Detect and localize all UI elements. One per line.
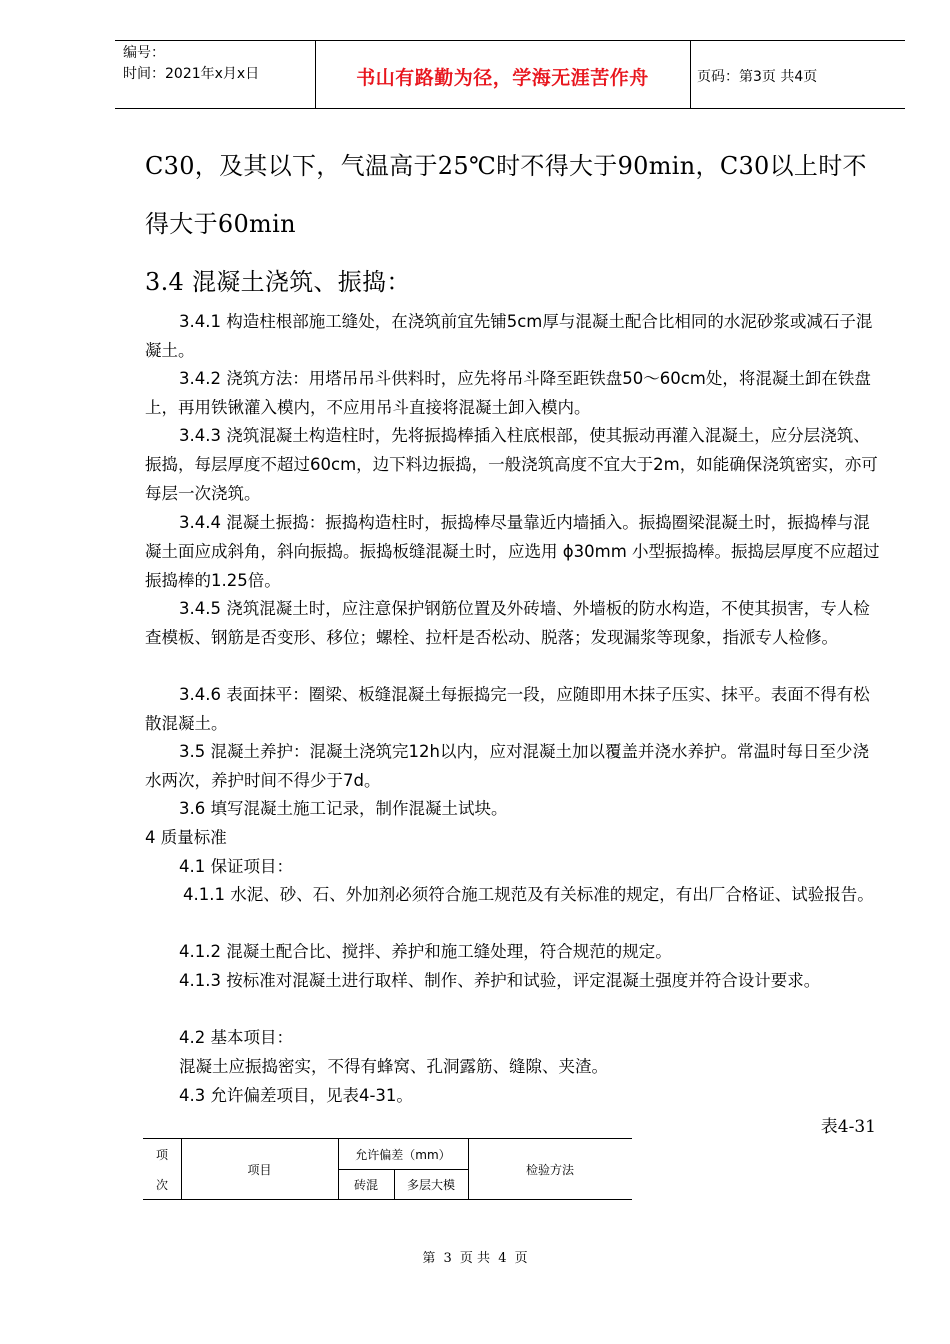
paragraph: 3.4.5 浇筑混凝土时，应注意保护钢筋位置及外砖墙、外墙板的防水构造，不使其损害，专人检查模板、钢筋是否变形、移位；螺栓、拉杆是否松动、脱落；发现漏浆等现象，指派专人检修。 — [145, 599, 870, 647]
table-header-tolerance: 允许偏差（mm） — [355, 1148, 451, 1162]
paragraph: 3.6 填写混凝土施工记录，制作混凝土试块。 — [179, 799, 508, 818]
body-line: C30，及其以下，气温高于25℃时不得大于90min，C30以上时不 — [145, 152, 867, 180]
paragraph: 4.1.1 水泥、砂、石、外加剂必须符合施工规范及有关标准的规定，有出厂合格证、试验报告。 — [183, 885, 874, 904]
header-time: 时间：2021年x月x日 — [123, 66, 260, 82]
paragraph: 3.5 混凝土养护：混凝土浇筑完12h以内，应对混凝土加以覆盖并浇水养护。常温时每日至少浇水两次，养护时间不得少于7d。 — [145, 742, 869, 790]
paragraph: 4.3 允许偏差项目，见表4-31。 — [179, 1086, 413, 1105]
page-header — [115, 40, 905, 109]
footer-total: 4 — [498, 1251, 507, 1266]
tolerance-table — [143, 1138, 632, 1200]
page-footer — [0, 1247, 950, 1266]
paragraph: 4.1.2 混凝土配合比、搅拌、养护和施工缝处理，符合规范的规定。 — [179, 942, 672, 961]
paragraph: 3.4.4 混凝土振捣：振捣构造柱时，振捣棒尽量靠近内墙插入。振捣圈梁混凝土时，振捣棒与混凝土面应成斜角，斜向振捣。振捣板缝混凝土时，应选用 ϕ30mm 小型振捣棒。振捣层厚度不应超过振捣棒的1.25倍。 — [145, 513, 880, 590]
paragraph: 4 质量标准 — [145, 828, 227, 847]
footer-text: 第 — [422, 1251, 436, 1266]
table-divider — [338, 1169, 468, 1170]
table-header-method: 检验方法 — [525, 1163, 574, 1177]
table-header-index-top: 项 — [155, 1148, 168, 1162]
paragraph: 3.4.1 构造柱根部施工缝处，在浇筑前宜先铺5cm厚与混凝土配合比相同的水泥砂浆或减石子混凝土。 — [145, 312, 873, 360]
section-heading: 3.4 混凝土浇筑、振捣： — [145, 268, 411, 296]
footer-text: 页 — [514, 1251, 528, 1266]
paragraph: 3.4.6 表面抹平：圈梁、板缝混凝土每振捣完一段，应随即用木抹子压实、抹平。表面不得有松散混凝土。 — [145, 685, 870, 733]
table-header-item: 项目 — [247, 1163, 272, 1177]
table-header-multi: 多层大模 — [406, 1178, 455, 1192]
table-header-index-bottom: 次 — [155, 1178, 168, 1192]
footer-page: 3 — [443, 1251, 452, 1266]
header-divider — [690, 41, 691, 108]
header-page-number: 页码：第3页 共4页 — [697, 69, 818, 85]
header-number: 编号： — [123, 45, 165, 61]
paragraph: 4.1 保证项目： — [179, 857, 293, 876]
paragraph: 混凝土应振捣密实，不得有蜂窝、孔洞露筋、缝隙、夹渣。 — [179, 1057, 608, 1076]
table-header-brick: 砖混 — [353, 1178, 378, 1192]
header-meta — [123, 43, 318, 85]
paragraph: 4.1.3 按标准对混凝土进行取样、制作、养护和试验，评定混凝土强度并符合设计要求。 — [179, 971, 821, 990]
header-motto: 书山有路勤为径，学海无涯苦作舟 — [356, 67, 649, 89]
paragraph: 3.4.3 浇筑混凝土构造柱时，先将振捣棒插入柱底根部，使其振动再灌入混凝土，应分层浇筑、振捣，每层厚度不超过60cm，边下料边振捣，一般浇筑高度不宜大于2m，如能确保浇筑密实，亦可每层一次浇筑。 — [145, 426, 878, 503]
paragraph: 4.2 基本项目： — [179, 1028, 293, 1047]
footer-text: 页 共 — [459, 1251, 491, 1266]
paragraph: 3.4.2 浇筑方法：用塔吊吊斗供料时，应先将吊斗降至距铁盘50～60cm处，将混凝土卸在铁盘上，再用铁锹灌入模内，不应用吊斗直接将混凝土卸入模内。 — [145, 369, 871, 417]
table-caption: 表4-31 — [820, 1117, 876, 1137]
body-line: 得大于60min — [145, 210, 296, 238]
